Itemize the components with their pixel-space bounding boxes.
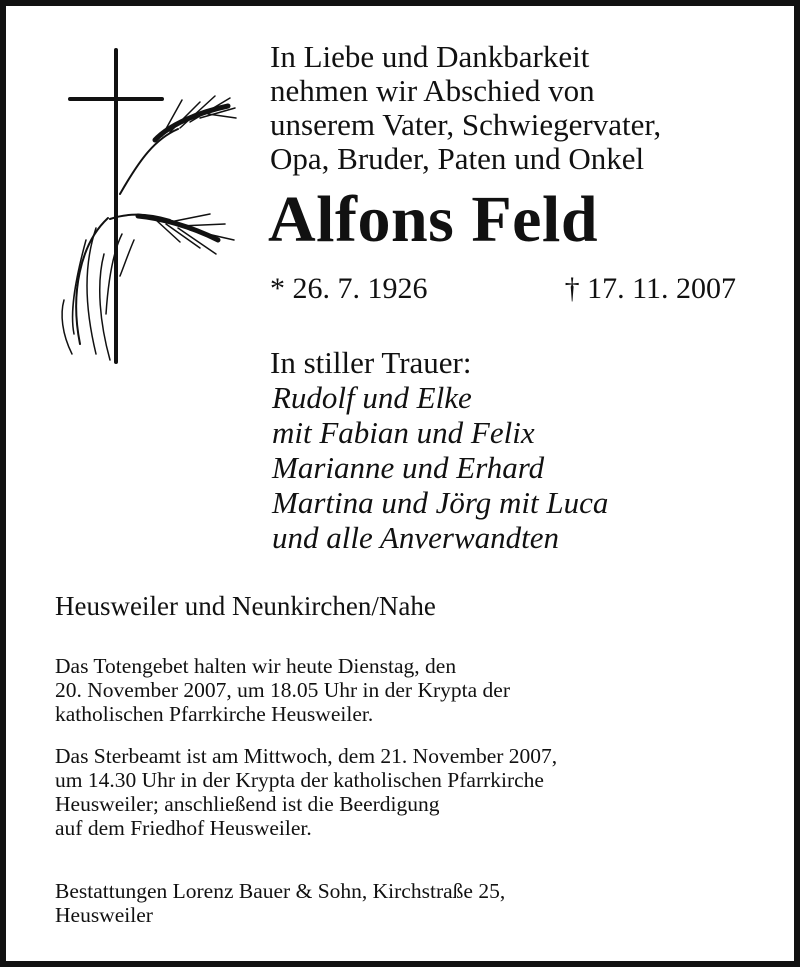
undertaker-line: Bestattungen Lorenz Bauer & Sohn, Kirchstraße 25, — [55, 879, 506, 903]
death-date: † 17. 11. 2007 — [564, 272, 736, 305]
deceased-name: Alfons Feld — [268, 183, 599, 256]
prayer-line: Das Totengebet halten wir heute Dienstag, den — [55, 654, 457, 678]
requiem-paragraph — [55, 744, 557, 840]
undertaker-paragraph — [55, 879, 505, 927]
intro-text — [270, 40, 770, 176]
mourners-list — [272, 380, 608, 555]
intro-line: In Liebe und Dankbarkeit — [270, 39, 590, 74]
requiem-line: Heusweiler; anschließend ist die Beerdigung — [55, 792, 440, 816]
location: Heusweiler und Neunkirchen/Nahe — [55, 591, 436, 621]
mourning-heading: In stiller Trauer: — [270, 345, 472, 380]
intro-line: unserem Vater, Schwiegervater, — [270, 107, 662, 142]
mourner-line: und alle Anverwandten — [272, 520, 559, 555]
prayer-paragraph — [55, 654, 510, 726]
intro-line: Opa, Bruder, Paten und Onkel — [270, 141, 645, 176]
prayer-line: katholischen Pfarrkirche Heusweiler. — [55, 702, 374, 726]
cross-with-wheat-icon — [50, 44, 250, 374]
requiem-line: um 14.30 Uhr in der Krypta der katholischen Pfarrkirche — [55, 768, 544, 792]
undertaker-line: Heusweiler — [55, 903, 153, 927]
mourner-line: Martina und Jörg mit Luca — [272, 485, 609, 520]
mourner-line: Marianne und Erhard — [272, 450, 545, 485]
requiem-line: auf dem Friedhof Heusweiler. — [55, 816, 312, 840]
intro-line: nehmen wir Abschied von — [270, 73, 595, 108]
cross-wheat-drawing — [50, 44, 250, 374]
birth-date: * 26. 7. 1926 — [270, 272, 428, 305]
mourner-line: Rudolf und Elke — [272, 380, 472, 415]
mourner-line: mit Fabian und Felix — [272, 415, 535, 450]
prayer-line: 20. November 2007, um 18.05 Uhr in der Krypta der — [55, 678, 510, 702]
requiem-line: Das Sterbeamt ist am Mittwoch, dem 21. November 2007, — [55, 744, 558, 768]
